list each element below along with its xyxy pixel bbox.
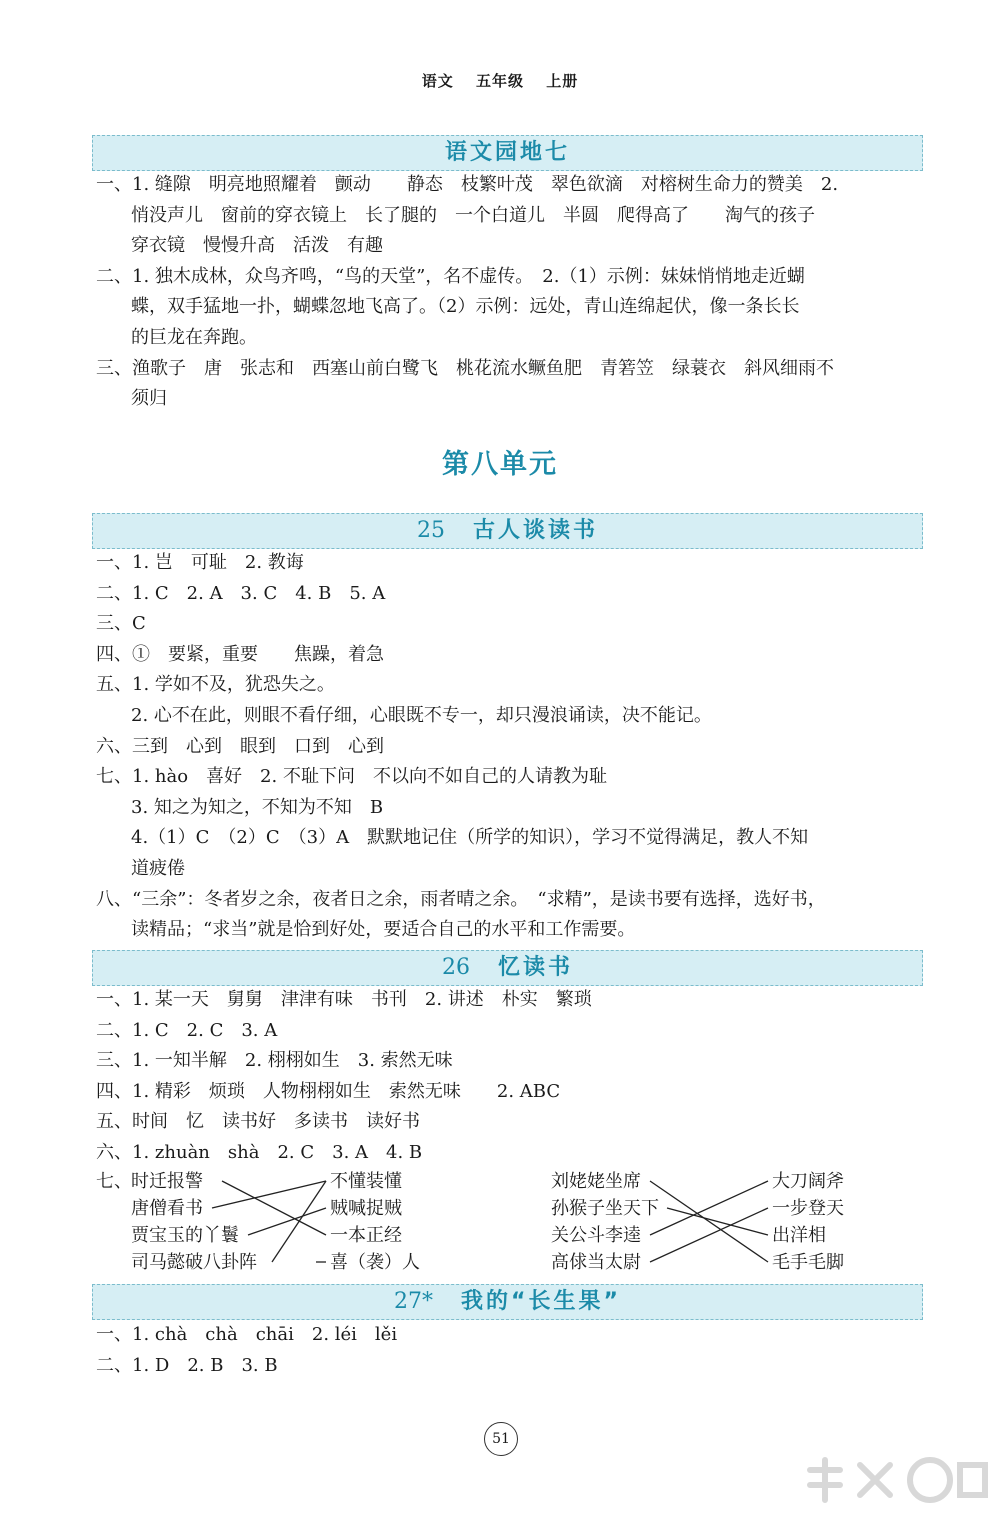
answer-line: 三、C <box>96 613 146 635</box>
section-title: 忆读书 <box>497 955 573 980</box>
answer-line: 悄没声儿 窗前的穿衣镜上 长了腿的 一个白道儿 半圆 爬得高了 淘气的孩子 <box>131 204 815 226</box>
match-item: 高俅当太尉 <box>551 1252 641 1273</box>
answer-line: 四、1. 精彩 烦琐 人物栩栩如生 索然无味 2. ABC <box>96 1080 561 1102</box>
match-line <box>248 1208 326 1235</box>
match-line <box>222 1181 326 1235</box>
answer-line: 4.（1）C （2）C （3）A 默默地记住（所学的知识），学习不觉得满足，教人不知 <box>131 827 809 849</box>
header-grade: 五年级 <box>475 72 524 90</box>
answer-line: 二、1. 独木成林，众鸟齐鸣，“鸟的天堂”，名不虚传。 2.（1）示例：妹妹悄悄地走近蝴 <box>96 265 805 287</box>
answer-line: 八、“三余”：冬者岁之余，夜者日之余，雨者晴之余。 “求精”，是读书要有选择，选好书， <box>96 888 826 910</box>
answer-line: 读精品；“求当”就是恰到好处，要适合自己的水平和工作需要。 <box>131 919 636 941</box>
match-item: 一本正经 <box>330 1225 402 1246</box>
match-item: 贼喊捉贼 <box>330 1198 402 1219</box>
match-item: 毛手毛脚 <box>772 1252 844 1273</box>
match-line <box>650 1208 768 1262</box>
lesson-number: 27* <box>394 1289 434 1314</box>
answer-line: 的巨龙在奔跑。 <box>131 326 257 348</box>
match-item: 关公斗李逵 <box>551 1225 641 1246</box>
answer-line: 一、1. chà chà chāi 2. léi lěi <box>96 1324 398 1345</box>
answer-line: 六、1. zhuàn shà 2. C 3. A 4. B <box>96 1141 423 1163</box>
watermark-logo <box>800 1450 990 1530</box>
lesson-number: 25 <box>416 518 445 543</box>
answer-line: 道疲倦 <box>131 857 185 879</box>
answer-line: 3. 知之为知之，不知为不知 B <box>131 796 384 818</box>
match-item: 大刀阔斧 <box>772 1171 844 1192</box>
answer-line: 四、① 要紧，重要 焦躁，着急 <box>96 643 384 665</box>
section-banner-lesson-27 <box>92 1284 923 1320</box>
match-item: 不懂装懂 <box>330 1171 402 1192</box>
section-title: 语文园地七 <box>444 140 570 165</box>
match-item: 刘姥姥坐席 <box>551 1171 641 1192</box>
answer-line: 二、1. C 2. C 3. A <box>96 1019 278 1041</box>
answer-line: 蝶，双手猛地一扑，蝴蝶忽地飞高了。（2）示例：远处，青山连绵起伏，像一条长长 <box>131 296 800 318</box>
answer-line: 穿衣镜 慢慢升高 活泼 有趣 <box>131 235 383 257</box>
match-item: 唐僧看书 <box>131 1198 203 1219</box>
page-number: 51 <box>484 1422 518 1456</box>
lesson-number: 26 <box>441 955 470 980</box>
match-item: 时迁报警 <box>131 1171 203 1192</box>
section-title: 古人谈读书 <box>472 518 598 543</box>
answer-line: 一、1. 缝隙 明亮地照耀着 颤动 静态 枝繁叶茂 翠色欲滴 对榕树生命力的赞美 2. <box>96 174 839 195</box>
answer-line: 2. 心不在此，则眼不看仔细，心眼既不专一，却只漫浪诵读，决不能记。 <box>131 704 712 726</box>
answer-line: 三、1. 一知半解 2. 栩栩如生 3. 索然无味 <box>96 1050 453 1072</box>
answer-line: 五、时间 忆 读书好 多读书 读好书 <box>96 1111 420 1133</box>
match-prefix: 七、 <box>96 1171 132 1192</box>
match-item: 出洋相 <box>772 1225 826 1246</box>
answer-line: 七、1. hào 喜好 2. 不耻下问 不以向不如自己的人请教为耻 <box>96 766 607 788</box>
match-line <box>272 1181 326 1262</box>
match-item: 一步登天 <box>772 1198 844 1219</box>
match-item: 喜（袭）人 <box>330 1252 420 1273</box>
unit-title: 第八单元 <box>442 449 558 480</box>
answer-line: 二、1. D 2. B 3. B <box>96 1354 278 1376</box>
match-line <box>650 1181 768 1262</box>
answer-line: 一、1. 某一天 舅舅 津津有味 书刊 2. 讲述 朴实 繁琐 <box>96 989 592 1010</box>
answer-line: 五、1. 学如不及，犹恐失之。 <box>96 674 335 696</box>
match-item: 司马懿破八卦阵 <box>131 1252 257 1273</box>
section-title: 我的“长生果” <box>461 1289 621 1314</box>
header-volume: 上册 <box>546 72 579 90</box>
section-body-4 <box>96 1320 926 1381</box>
answer-line: 二、1. C 2. A 3. C 4. B 5. A <box>96 582 386 604</box>
answer-line: 须归 <box>131 388 167 410</box>
answer-line: 三、渔歌子 唐 张志和 西塞山前白鹭飞 桃花流水鳜鱼肥 青箬笠 绿蓑衣 斜风细雨不 <box>96 357 834 379</box>
answer-line: 六、三到 心到 眼到 口到 心到 <box>96 735 384 757</box>
match-item: 贾宝玉的丫鬟 <box>131 1225 239 1246</box>
answer-line: 一、1. 岂 可耻 2. 教诲 <box>96 552 304 573</box>
match-item: 孙猴子坐天下 <box>551 1198 659 1219</box>
header-subject: 语文 <box>421 72 454 90</box>
